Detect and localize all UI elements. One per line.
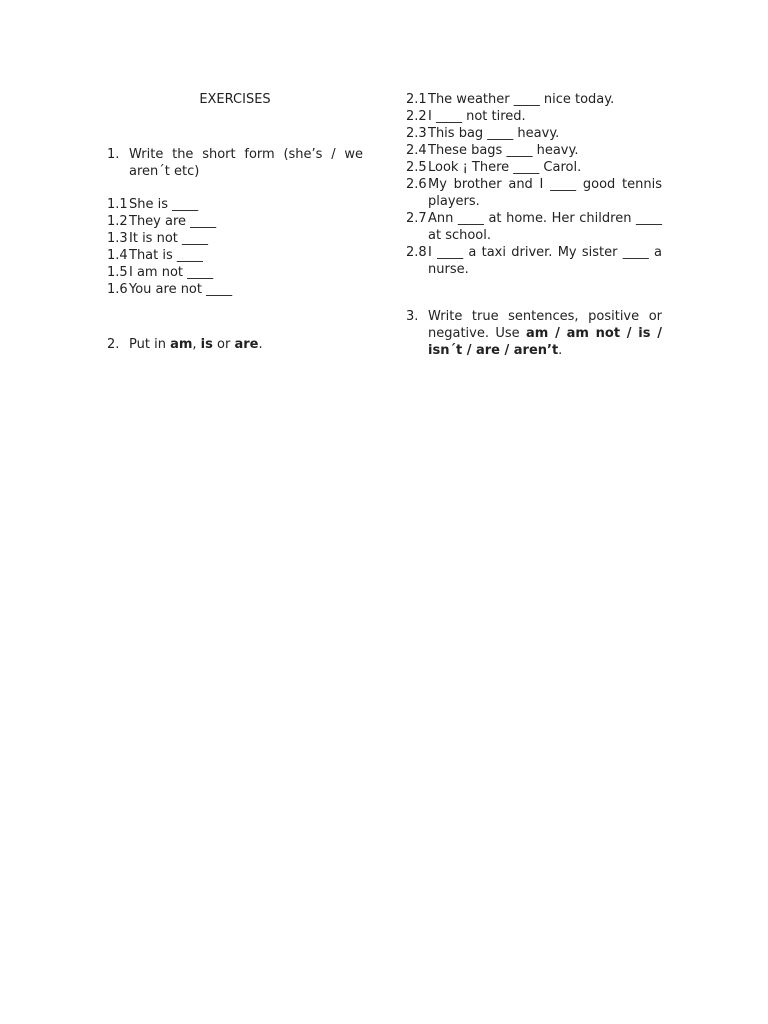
item-number: 1.4	[107, 248, 128, 263]
exercise-2-list	[406, 91, 662, 278]
exercise-2-heading	[107, 336, 363, 353]
list-item	[107, 196, 363, 213]
item-text: Ann ____ at home. Her children ____ at school.	[428, 211, 662, 243]
item-number: 2.4	[406, 143, 427, 158]
item-number: 2.3	[406, 126, 427, 141]
item-text: It is not ____	[129, 231, 209, 246]
item-number: 1.2	[107, 214, 128, 229]
right-column	[406, 91, 662, 359]
list-item	[406, 108, 662, 125]
separator: ,	[192, 337, 201, 352]
page-title: EXERCISES	[199, 92, 271, 107]
exercise-3-number: 3.	[406, 309, 419, 324]
item-text: I ____ a taxi driver. My sister ____ a nurse.	[428, 245, 662, 277]
item-number: 2.8	[406, 245, 427, 260]
item-number: 2.6	[406, 177, 427, 192]
exercise-1-number: 1.	[107, 147, 120, 162]
item-number: 2.5	[406, 160, 427, 175]
keyword-is: is	[200, 337, 213, 352]
instruction-text: Put in	[129, 337, 171, 352]
keyword-am: am	[170, 337, 193, 352]
list-item	[406, 176, 662, 210]
item-number: 2.2	[406, 109, 427, 124]
list-item	[107, 264, 363, 281]
list-item	[406, 159, 662, 176]
instruction-text: Write true sentences, positive or negative. Use	[428, 309, 662, 341]
keyword-list: am / am not / is / isn´t / are / aren’t	[428, 326, 662, 358]
item-number: 2.7	[406, 211, 427, 226]
left-column	[107, 91, 363, 353]
item-text: That is ____	[129, 248, 203, 263]
exercise-3-heading	[406, 308, 662, 359]
exercise-1-instruction: Write the short form (she’s / we aren´t etc)	[129, 147, 363, 179]
item-number: 2.1	[406, 92, 427, 107]
item-text: They are ____	[129, 214, 217, 229]
exercise-2-instruction	[129, 336, 363, 353]
item-text: The weather ____ nice today.	[428, 92, 615, 107]
item-text: Look ¡ There ____ Carol.	[428, 160, 582, 175]
item-text: My brother and I ____ good tennis players.	[428, 177, 662, 209]
period: .	[258, 337, 263, 352]
list-item	[107, 281, 363, 298]
list-item	[107, 247, 363, 264]
item-number: 1.5	[107, 265, 128, 280]
exercise-2-number: 2.	[107, 337, 120, 352]
period: .	[558, 343, 563, 358]
keyword-are: are	[234, 337, 259, 352]
list-item	[406, 91, 662, 108]
list-item	[107, 213, 363, 230]
exercise-3-instruction	[428, 308, 662, 359]
item-number: 1.3	[107, 231, 128, 246]
exercise-1-heading	[107, 146, 363, 180]
item-text: These bags ____ heavy.	[428, 143, 579, 158]
list-item	[406, 125, 662, 142]
item-text: You are not ____	[129, 282, 233, 297]
item-number: 1.6	[107, 282, 128, 297]
item-text: This bag ____ heavy.	[428, 126, 560, 141]
item-text: I am not ____	[129, 265, 214, 280]
item-text: I ____ not tired.	[428, 109, 526, 124]
item-number: 1.1	[107, 197, 128, 212]
exercise-1-list	[107, 196, 363, 298]
list-item	[406, 244, 662, 278]
item-text: She is ____	[129, 197, 199, 212]
list-item	[406, 210, 662, 244]
list-item	[107, 230, 363, 247]
list-item	[406, 142, 662, 159]
separator: or	[212, 337, 235, 352]
